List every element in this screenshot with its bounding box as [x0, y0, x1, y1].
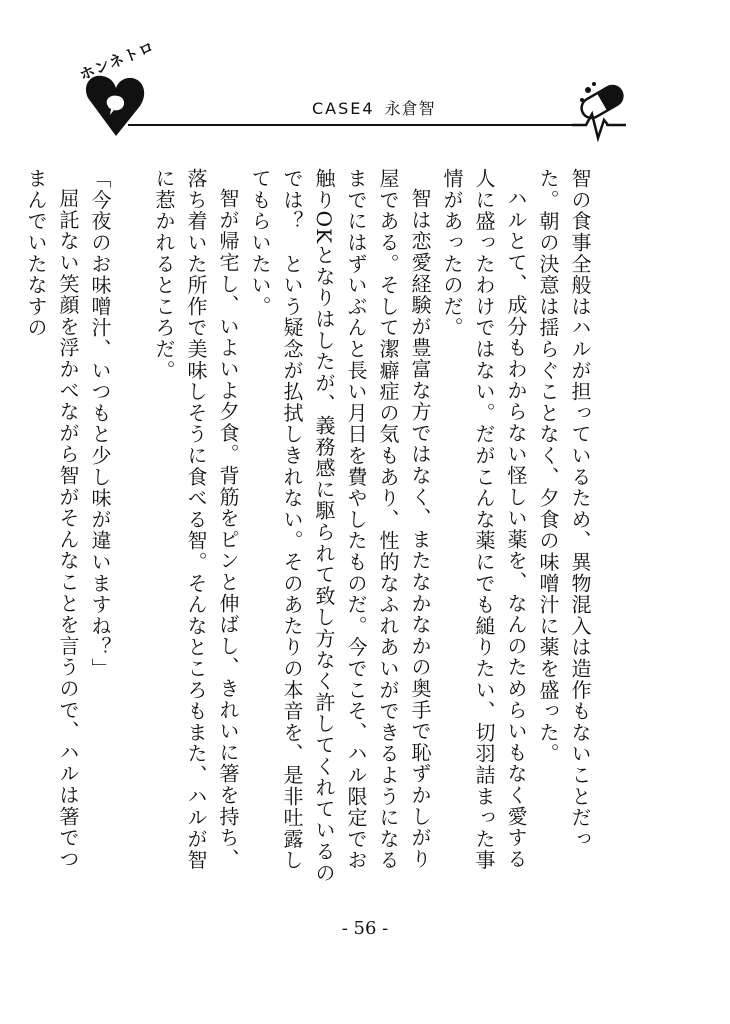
header-divider [128, 124, 580, 126]
logo-title: ホンネトロ [76, 37, 158, 85]
paragraph: ハルとて、成分もわからない怪しい薬を、なんのためらいもなく愛する人に盛ったわけではない。だがこんな薬にでも縋りたい、切羽詰まった事情があったのだ。 [440, 168, 528, 871]
paragraph: 智は恋愛経験が豊富な方ではなく、またなかなかの奥手で恥ずかしがり屋である。そして潔癖症の気もあり、性的なふれあいができるようになるまでにはずいぶんと長い月日を費やしたものだ。今でこそ、ハル限定でお触りOKとなりはしたが、義務感に駆られて致し方なく許してくれているのでは？ という疑念が払拭しきれない。そのあたりの本音を、是非吐露してもらいたい。 [248, 168, 432, 884]
pill-heartbeat-icon [572, 76, 636, 146]
chapter-header [312, 96, 436, 119]
paragraph: 智の食事全般はハルが担っているため、異物混入は造作もないことだった。朝の決意は揺らぐことなく、夕食の味噌汁に薬を盛った。 [536, 168, 592, 850]
paragraph: 智が帰宅し、いよいよ夕食。背筋をピンと伸ばし、きれいに箸を持ち、落ち着いた所作で美味しそうに食べる智。そんなところもまた、ハルが智に惹かれるところだ。 [152, 168, 240, 871]
case-label: CASE4 [312, 99, 375, 118]
dialogue-line: 「今夜のお味噌汁、いつもと少し味が違いますね？」 [88, 168, 112, 680]
page-number: - 56 - [341, 918, 389, 939]
paragraph: 屈託ない笑顔を浮かべながら智がそんなことを言うので、ハルは箸でつまんでいたなすの [24, 168, 80, 870]
character-name: 永倉智 [384, 99, 436, 118]
body-text [24, 168, 596, 888]
